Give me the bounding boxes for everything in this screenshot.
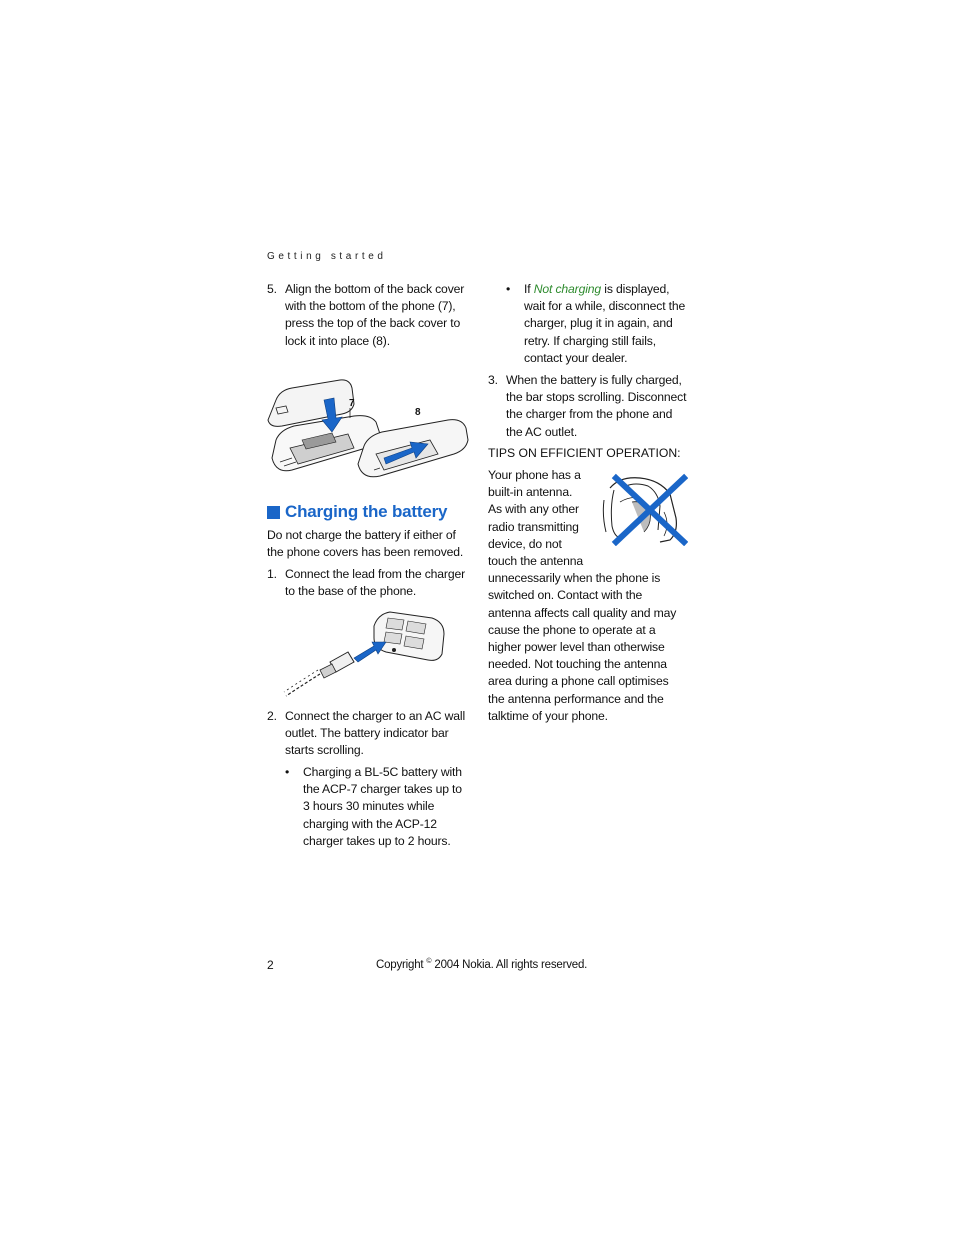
heading-square-icon bbox=[267, 506, 280, 519]
bullet-charging-time bbox=[285, 764, 467, 850]
tips-line: device, do not bbox=[488, 536, 562, 551]
intro-paragraph bbox=[267, 527, 467, 561]
step-2 bbox=[267, 708, 467, 760]
tips-rest: unnecessarily when the phone is switched on. Contact with the antenna affects call quality and may cause the phone to operate at a higher power level than otherwise needed. Not touching the antenna area during a phone call optimises the antenna performance and the talktime of your phone. bbox=[488, 571, 677, 723]
step-number: 5. bbox=[267, 282, 277, 296]
step-text: Align the bottom of the back cover with the bottom of the phone (7), press the top of the back cover to lock it into place (8). bbox=[285, 282, 465, 348]
charger-plug-illustration bbox=[282, 606, 448, 702]
back-cover-illustration bbox=[262, 378, 472, 480]
tips-line: Your phone has a bbox=[488, 468, 581, 482]
step-number: 3. bbox=[488, 373, 498, 387]
tips-line: As with any other bbox=[488, 502, 579, 517]
antenna-warning-illustration bbox=[600, 472, 688, 546]
copyright-post: 2004 Nokia. All rights reserved. bbox=[434, 958, 588, 971]
bullet-dot-icon: • bbox=[285, 765, 290, 779]
bullet-text: Charging a BL-5C battery with the ACP-7 charger takes up to 3 hours 30 minutes while charging with the ACP-12 charger takes up to 2 hours. bbox=[303, 765, 462, 848]
tips-heading: TIPS ON EFFICIENT OPERATION: bbox=[488, 446, 681, 460]
section-title: Charging the battery bbox=[285, 502, 448, 521]
step-text: When the battery is fully charged, the bar stops scrolling. Disconnect the charger from the phone and the AC outlet. bbox=[506, 373, 687, 439]
copyright-pre: Copyright bbox=[376, 958, 424, 971]
left-column bbox=[267, 281, 467, 350]
tips-line: radio transmitting bbox=[488, 519, 579, 534]
step-text: Connect the lead from the charger to the base of the phone. bbox=[285, 567, 465, 599]
intro-text: Do not charge the battery if either of the phone covers has been removed. bbox=[267, 528, 464, 560]
tips-line: built-in antenna. bbox=[488, 485, 573, 500]
tips-line: touch the antenna bbox=[488, 554, 584, 569]
copyright-symbol: © bbox=[426, 958, 432, 965]
not-charging-term: Not charging bbox=[533, 282, 602, 296]
step-text: Connect the charger to an AC wall outlet. The battery indicator bar starts scrolling. bbox=[285, 709, 465, 758]
copyright bbox=[376, 958, 587, 971]
bullet-if: If bbox=[524, 282, 531, 296]
bullet-not-charging bbox=[506, 281, 688, 367]
step-3 bbox=[488, 372, 688, 441]
bullet-dot-icon: • bbox=[506, 282, 511, 296]
section-heading bbox=[267, 502, 447, 522]
figure-label-8: 8 bbox=[415, 407, 421, 418]
figure-label-7: 7 bbox=[349, 398, 355, 409]
step-5 bbox=[267, 281, 467, 350]
page-number: 2 bbox=[267, 958, 274, 972]
step-1 bbox=[267, 566, 467, 600]
running-header: Getting started bbox=[267, 251, 387, 262]
step-number: 1. bbox=[267, 567, 277, 581]
bullet-rest: is displayed, wait for a while, disconnect the charger, plug it in again, and retry. If charging still fails, contact your dealer. bbox=[524, 282, 686, 365]
step-number: 2. bbox=[267, 709, 277, 723]
